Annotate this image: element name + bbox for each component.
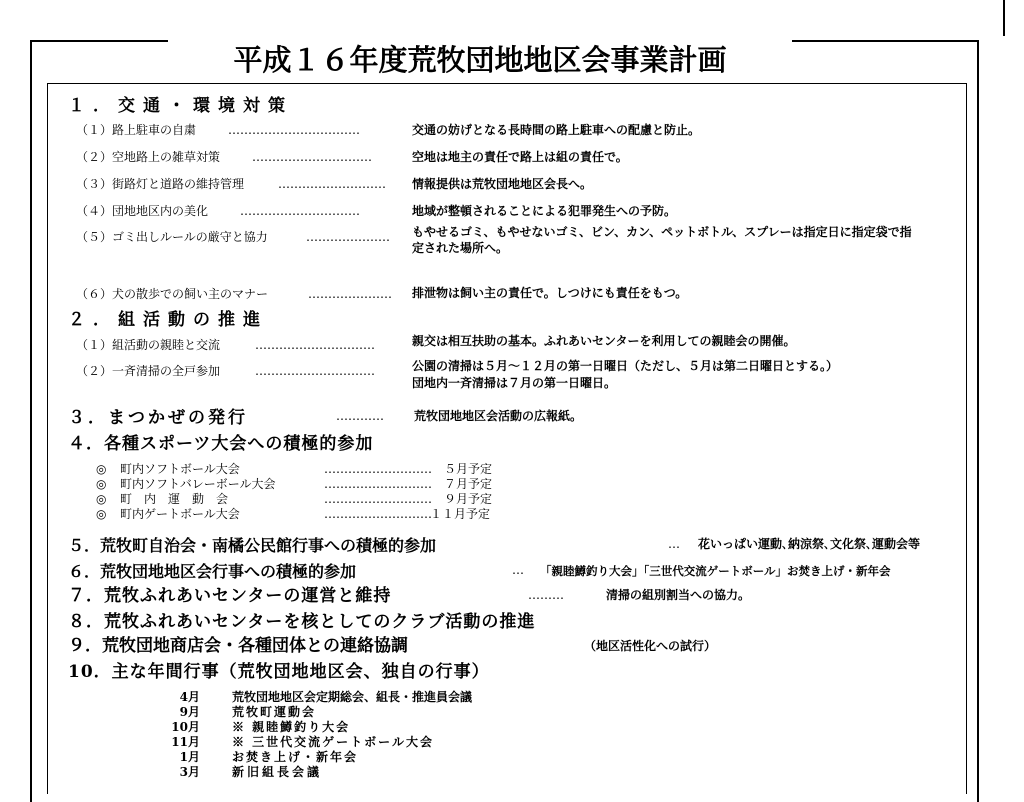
s1-item-1-desc: 交通の妨げとなる長時間の路上駐車への配慮と防止。 xyxy=(412,123,701,137)
s4-item-2-leader: ……………………… xyxy=(324,477,432,491)
s1-item-4-label: （４）団地地区内の美化 xyxy=(76,204,209,218)
section-3-heading: ３．まつかぜの発行 xyxy=(68,408,248,428)
s4-item-1-leader: ……………………… xyxy=(324,462,432,476)
s1-item-1-label: （１）路上駐車の自粛 xyxy=(76,123,197,137)
section-9-heading: ９．荒牧団地商店会・各種団体との連絡協調 xyxy=(68,636,408,656)
s2-item-1-desc: 親交は相互扶助の基本。ふれあいセンターを利用しての親睦会の開催。 xyxy=(412,334,796,348)
s4-item-2-mark: ◎ xyxy=(96,477,107,491)
event-5-name: お焚き上げ・新年会 xyxy=(232,750,359,764)
s1-item-2-leader: ………………………… xyxy=(252,150,372,164)
s6-desc: 「親睦鱒釣り大会」「三世代交流ゲートボール」お焚き上げ・新年会 xyxy=(540,564,891,578)
s1-item-6-desc: 排泄物は飼い主の責任で。しつけにも責任をもつ。 xyxy=(412,286,688,300)
s7-desc: 清掃の組別割当への協力。 xyxy=(606,588,751,602)
section-8-heading: ８．荒牧ふれあいセンターを核としてのクラブ活動の推進 xyxy=(68,612,536,632)
s4-item-3-name: 町 内 運 動 会 xyxy=(120,492,229,506)
s5-leader: … xyxy=(668,537,680,551)
s1-item-1-leader: …………………………… xyxy=(228,123,360,137)
section-7-heading: ７．荒牧ふれあいセンターの運営と維持 xyxy=(68,586,392,606)
s4-item-2-name: 町内ソフトバレーボール大会 xyxy=(120,477,276,491)
s2-item-2-leader: ………………………… xyxy=(255,364,375,378)
s6-leader: … xyxy=(512,563,524,577)
s4-item-4-leader: ……………………… xyxy=(324,507,432,521)
s4-item-1-mark: ◎ xyxy=(96,462,107,476)
s2-item-2-label: （２）一斉清掃の全戸参加 xyxy=(76,364,221,378)
s1-item-4-leader: ………………………… xyxy=(240,204,360,218)
s4-item-4-plan: １１月予定 xyxy=(430,507,491,521)
event-2-name: 荒牧町運動会 xyxy=(232,705,317,719)
s3-leader: ………… xyxy=(336,409,384,423)
s1-item-6-leader: ………………… xyxy=(308,287,392,301)
event-2-month: 9月 xyxy=(179,705,200,719)
s5-desc: 花いっぱい運動､納涼祭､文化祭､運動会等 xyxy=(698,537,921,551)
event-6-month: 3月 xyxy=(179,765,200,779)
s1-item-4-desc: 地域が整頓されることによる犯罪発生への予防。 xyxy=(412,204,677,218)
s4-item-4-name: 町内ゲートボール大会 xyxy=(120,507,240,521)
s1-item-6-label: （６）犬の散歩での飼い主のマナー xyxy=(76,287,269,301)
s2-item-1-label: （１）組活動の親睦と交流 xyxy=(76,338,221,352)
s4-item-1-plan: ５月予定 xyxy=(444,462,493,476)
s1-item-2-label: （２）空地路上の雑草対策 xyxy=(76,150,221,164)
s4-item-1-name: 町内ソフトボール大会 xyxy=(120,462,240,476)
s4-item-3-mark: ◎ xyxy=(96,492,107,506)
event-4-month: 11月 xyxy=(171,735,200,749)
event-5-month: 1月 xyxy=(179,750,200,764)
s7-leader: ……… xyxy=(528,588,564,602)
scan-edge-line xyxy=(1003,0,1005,36)
s2-item-2-desc-2: 団地内一斉清掃は７月の第一日曜日。 xyxy=(412,376,617,390)
event-1-month: 4月 xyxy=(179,690,200,704)
s1-item-5-leader: ………………… xyxy=(306,230,390,244)
section-10-heading: 10．主な年間行事（荒牧団地地区会、独自の行事） xyxy=(68,662,490,682)
s1-item-3-label: （３）街路灯と道路の維持管理 xyxy=(76,177,245,191)
document-title: 平成１６年度荒牧団地地区会事業計画 xyxy=(168,40,792,80)
section-2-heading: ２．組活動の推進 xyxy=(68,310,268,330)
section-6-heading: ６．荒牧団地地区会行事への積極的参加 xyxy=(68,562,357,581)
s2-item-2-desc: 公園の清掃は５月～１２月の第一日曜日（ただし、５月は第二日曜日とする。） xyxy=(412,359,839,373)
event-6-name: 新旧組長会議 xyxy=(232,765,323,779)
event-1-name: 荒牧団地地区会定期総会、組長・推進員会議 xyxy=(232,690,473,704)
s2-item-1-leader: ………………………… xyxy=(255,338,375,352)
s1-item-3-leader: ……………………… xyxy=(278,177,386,191)
s3-desc: 荒牧団地地区会活動の広報紙。 xyxy=(414,409,583,423)
s4-item-2-plan: ７月予定 xyxy=(444,477,493,491)
s4-item-3-plan: ９月予定 xyxy=(444,492,493,506)
event-4-name: ※ 三世代交流ゲートボール大会 xyxy=(232,735,434,749)
section-4-heading: ４．各種スポーツ大会への積極的参加 xyxy=(68,434,374,454)
s1-item-5-label: （５）ゴミ出しルールの厳守と協力 xyxy=(76,230,268,244)
s4-item-3-leader: ……………………… xyxy=(324,492,432,506)
section-5-heading: ５．荒牧町自治会・南橘公民館行事への積極的参加 xyxy=(68,536,437,555)
s1-item-3-desc: 情報提供は荒牧団地地区会長へ。 xyxy=(412,177,593,191)
s1-item-2-desc: 空地は地主の責任で路上は組の責任で。 xyxy=(412,150,628,164)
s4-item-4-mark: ◎ xyxy=(96,507,107,521)
event-3-month: 10月 xyxy=(171,720,200,734)
event-3-name: ※ 親睦鱒釣り大会 xyxy=(232,720,351,734)
s9-desc: （地区活性化への試行） xyxy=(584,639,717,653)
s1-item-5-desc: もやせるゴミ、もやせないゴミ、ビン、カン、ペットボトル、スプレーは指定日に指定袋で指定された場所へ。 xyxy=(412,225,912,255)
section-1-heading: １．交通・環境対策 xyxy=(68,96,293,116)
